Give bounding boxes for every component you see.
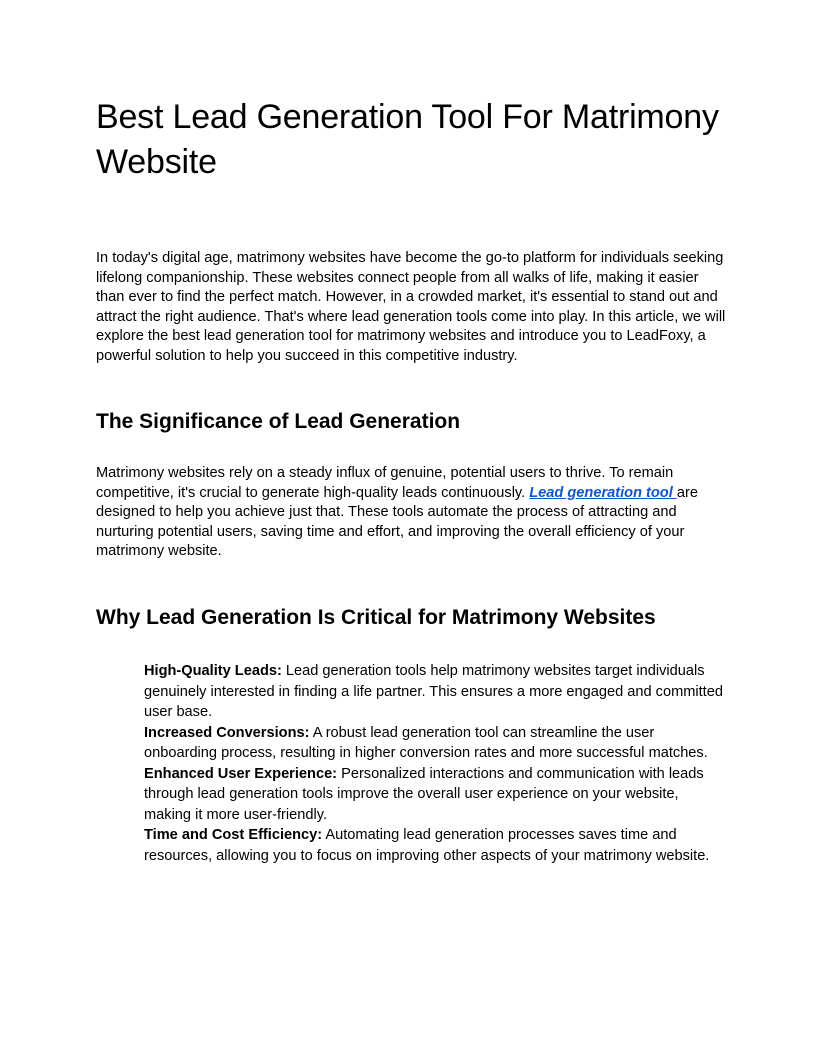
why-heading: Why Lead Generation Is Critical for Matrimony Websites (96, 606, 656, 629)
benefit-text: Lead generation tools help matrimony websites target individuals genuinely interested in finding a life partner. This ensures a more engaged and committed user base. (144, 663, 723, 720)
benefit-label: Time and Cost Efficiency: (144, 827, 323, 843)
benefit-item-high-quality-leads (144, 661, 724, 723)
intro-paragraph: In today's digital age, matrimony websites have become the go-to platform for individuals seeking lifelong companionship. These websites connect people from all walks of life, making it easier than ever to find the perfect match. However, in a crowded market, it's essential to stand out and attract the right audience. That's where lead generation tools come into play. In this article, we will explore the best lead generation tool for matrimony websites and introduce you to LeadFoxy, a powerful solution to help you succeed in this competitive industry. (96, 250, 726, 364)
significance-text-before-link: Matrimony websites rely on a steady influx of genuine, potential users to thrive. To remain competitive, it's crucial to generate high-quality leads continuously. (96, 465, 674, 501)
significance-heading: The Significance of Lead Generation (96, 410, 461, 433)
benefit-item-increased-conversions (144, 723, 724, 764)
benefits-list (144, 661, 724, 866)
benefit-text: A robust lead generation tool can streamline the user onboarding process, resulting in higher conversion rates and more successful matches. (144, 724, 708, 761)
benefit-label: High-Quality Leads: (144, 663, 282, 679)
significance-text-after-link: are designed to help you achieve just that. These tools automate the process of attracting and nurturing potential users, saving time and effort, and improving the overall efficiency of your matrimony website. (96, 484, 698, 559)
benefit-text: Personalized interactions and communication with leads through lead generation tools improve the overall user experience on your website, making it more user-friendly. (144, 765, 704, 823)
benefit-label: Increased Conversions: (144, 724, 310, 741)
benefit-item-time-and-cost-efficiency (144, 825, 724, 866)
benefit-text: Automating lead generation processes saves time and resources, allowing you to focus on improving other aspects of your matrimony website. (144, 827, 710, 864)
page-title: Best Lead Generation Tool For Matrimony Website (96, 98, 719, 181)
significance-paragraph (96, 464, 726, 562)
benefit-label: Enhanced User Experience: (144, 765, 338, 782)
benefit-item-enhanced-user-experience (144, 764, 724, 826)
lead-generation-tool-link[interactable]: Lead generation tool (529, 484, 677, 501)
